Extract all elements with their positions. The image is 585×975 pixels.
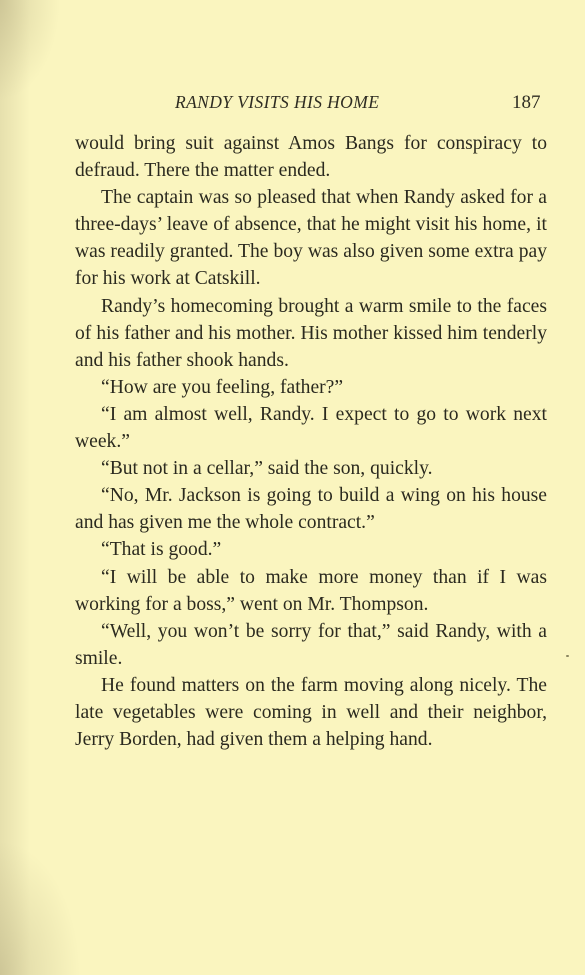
body-text xyxy=(75,130,547,753)
page-number: 187 xyxy=(512,92,541,113)
margin-mark xyxy=(566,655,569,657)
running-header xyxy=(0,92,585,118)
paragraph: He found matters on the farm moving along nicely. The late vegetables were coming in well and their neighbor, Jerry Borden, had given them a helping hand. xyxy=(75,674,547,751)
paragraph: “No, Mr. Jackson is going to build a wing on his house and has given me the whole contract.” xyxy=(75,485,547,534)
running-title: RANDY VISITS HIS HOME xyxy=(175,92,380,112)
paragraph: The captain was so pleased that when Randy asked for a three-days’ leave of absence, that he might visit his home, it was readily granted. The boy was also given some extra pay for his work at Catskill. xyxy=(75,187,547,290)
paragraph: “That is good.” xyxy=(101,539,222,561)
paragraph: “I am almost well, Randy. I expect to go to work next week.” xyxy=(75,403,547,453)
paragraph: would bring suit against Amos Bangs for conspiracy to defraud. There the matter ended. xyxy=(75,133,547,182)
paragraph: “I will be able to make more money than if I was working for a boss,” went on Mr. Thompson. xyxy=(75,566,547,615)
paragraph: “Well, you won’t be sorry for that,” said Randy, with a smile. xyxy=(75,620,547,669)
paragraph: Randy’s homecoming brought a warm smile to the faces of his father and his mother. His mother kissed him tenderly and his father shook hands. xyxy=(75,295,547,371)
paragraph: “How are you feeling, father?” xyxy=(101,376,344,398)
paragraph: “But not in a cellar,” said the son, quickly. xyxy=(101,458,433,480)
